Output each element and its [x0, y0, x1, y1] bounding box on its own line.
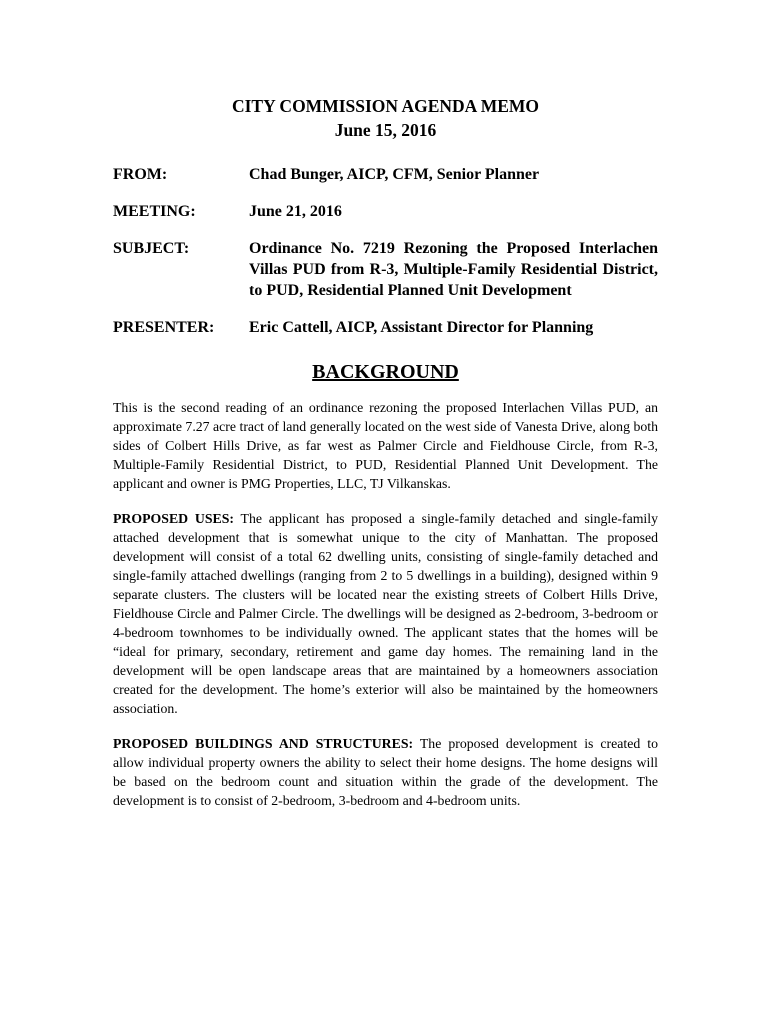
- field-from: [113, 164, 658, 185]
- proposed-buildings-heading: PROPOSED BUILDINGS AND STRUCTURES:: [113, 736, 414, 751]
- memo-page: [113, 94, 658, 826]
- memo-title: CITY COMMISSION AGENDA MEMO: [231, 96, 540, 116]
- proposed-uses-text: The applicant has proposed a single-family detached and single-family attached development that is somewhat unique to the city of Manhattan. The proposed development will consist of a total 62 dwelling units, consisting of single-family detached and single-family attached dwellings (ranging from 2 to 5 dwellings in a building), designed within 9 separate clusters. The clusters will be located near the existing streets of Colbert Hills Drive, Fieldhouse Circle and Palmer Circle. The dwellings will be designed as 2-bedroom, 3-bedroom or 4-bedroom townhomes to be individually owned. The applicant states that the homes will be “ideal for primary, secondary, retirement and game day homes. The remaining land in the development will be open landscape areas that are maintained by a homeowners association created for the development. The home’s exterior will also be maintained by the homeowners association.: [113, 511, 658, 716]
- memo-fields: [113, 164, 658, 338]
- proposed-buildings-paragraph: [113, 734, 658, 810]
- proposed-buildings-text: The proposed development is created to allow individual property owners the ability to select their home designs. The home designs will be based on the bedroom count and situation within the grade of the development. The development is to consist of 2-bedroom, 3-bedroom and 4-bedroom units.: [113, 736, 658, 808]
- field-label: MEETING:: [113, 203, 196, 220]
- field-meeting: [113, 201, 658, 222]
- background-intro-paragraph: This is the second reading of an ordinance rezoning the proposed Interlachen Villas PUD, an approximate 7.27 acre tract of land generally located on the west side of Vanesta Drive, along both sides of Colbert Hills Drive, as far west as Palmer Circle and Fieldhouse Circle, from R-3, Multiple-Family Residential District, to PUD, Residential Planned Unit Development. The applicant and owner is PMG Properties, LLC, TJ Vilkanskas.: [113, 400, 658, 491]
- memo-header: [113, 94, 658, 142]
- proposed-uses-heading: PROPOSED USES:: [113, 511, 235, 526]
- field-label: FROM:: [113, 166, 168, 183]
- field-subject: [113, 238, 658, 301]
- memo-date: June 15, 2016: [334, 120, 437, 140]
- field-label: PRESENTER:: [113, 319, 215, 336]
- field-value: Eric Cattell, AICP, Assistant Director for Planning: [249, 319, 594, 336]
- field-label: SUBJECT:: [113, 240, 190, 257]
- proposed-uses-paragraph: [113, 509, 658, 718]
- field-value: Chad Bunger, AICP, CFM, Senior Planner: [249, 166, 540, 183]
- field-value: Ordinance No. 7219 Rezoning the Proposed Interlachen Villas PUD from R-3, Multiple-Family Residential District, to PUD, Residential Planned Unit Development: [249, 240, 658, 299]
- field-presenter: [113, 317, 658, 338]
- section-heading-background: BACKGROUND: [312, 361, 459, 383]
- field-value: June 21, 2016: [249, 203, 342, 220]
